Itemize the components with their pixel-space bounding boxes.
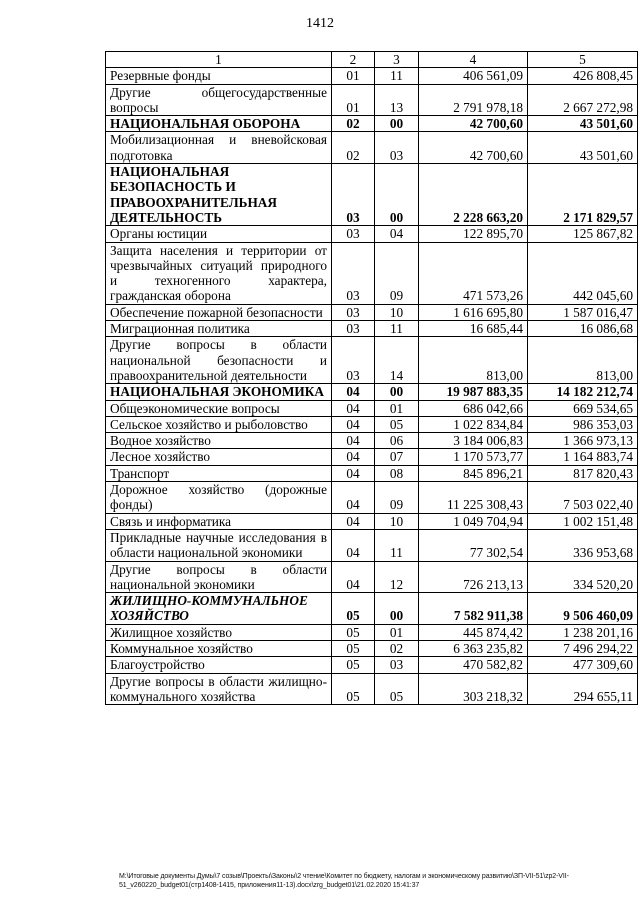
row-amount-col4: 19 987 883,35 (419, 384, 528, 400)
table-row (106, 242, 638, 304)
row-amount-col5: 669 534,65 (528, 400, 638, 416)
table-row (106, 384, 638, 400)
row-section-code: 04 (332, 482, 375, 514)
row-section-code: 04 (332, 465, 375, 481)
row-section-code: 05 (332, 673, 375, 705)
row-amount-col5: 477 309,60 (528, 657, 638, 673)
row-amount-col5: 1 164 883,74 (528, 449, 638, 465)
row-subsection-code: 03 (375, 657, 419, 673)
table-row (106, 164, 638, 226)
table-header-row (106, 52, 638, 68)
row-section-code: 05 (332, 624, 375, 640)
row-amount-col4: 406 561,09 (419, 68, 528, 84)
column-header-3: 3 (375, 52, 419, 68)
row-subsection-code: 02 (375, 640, 419, 656)
row-name: Связь и информатика (106, 513, 332, 529)
row-section-code: 03 (332, 304, 375, 320)
table-row (106, 226, 638, 242)
row-subsection-code: 01 (375, 624, 419, 640)
row-subsection-code: 06 (375, 433, 419, 449)
table-row (106, 132, 638, 164)
row-subsection-code: 13 (375, 84, 419, 116)
row-amount-col5: 14 182 212,74 (528, 384, 638, 400)
row-amount-col4: 122 895,70 (419, 226, 528, 242)
row-section-code: 04 (332, 561, 375, 593)
row-amount-col5: 2 171 829,57 (528, 164, 638, 226)
row-section-code: 05 (332, 640, 375, 656)
row-subsection-code: 05 (375, 416, 419, 432)
table-row (106, 116, 638, 132)
row-amount-col4: 3 184 006,83 (419, 433, 528, 449)
row-section-code: 02 (332, 132, 375, 164)
row-subsection-code: 00 (375, 164, 419, 226)
row-name: Благоустройство (106, 657, 332, 673)
table-row (106, 561, 638, 593)
column-header-1: 1 (106, 52, 332, 68)
row-subsection-code: 14 (375, 337, 419, 384)
row-section-code: 04 (332, 416, 375, 432)
row-section-code: 01 (332, 84, 375, 116)
row-section-code: 03 (332, 242, 375, 304)
row-amount-col5: 125 867,82 (528, 226, 638, 242)
row-amount-col4: 1 170 573,77 (419, 449, 528, 465)
row-amount-col5: 7 503 022,40 (528, 482, 638, 514)
row-amount-col5: 813,00 (528, 337, 638, 384)
row-section-code: 04 (332, 449, 375, 465)
file-path-footer: M:\Итоговые документы Думы\7 созыв\Проекты\Законы\2 чтение\Комитет по бюджету, налогам и экономическому развитию\ЗП-VII-51\zp2-VII-51_v260220_budget01(стр1408-1415, приложения11-13).docx\zrg_budget01\21.02.2020 15:41:37 (119, 873, 569, 889)
row-subsection-code: 05 (375, 673, 419, 705)
row-subsection-code: 01 (375, 400, 419, 416)
table-row (106, 640, 638, 656)
row-section-code: 05 (332, 657, 375, 673)
row-name: Сельское хозяйство и рыболовство (106, 416, 332, 432)
row-name: НАЦИОНАЛЬНАЯ ОБОРОНА (106, 116, 332, 132)
row-amount-col5: 1 238 201,16 (528, 624, 638, 640)
table-row (106, 304, 638, 320)
row-subsection-code: 00 (375, 116, 419, 132)
row-subsection-code: 04 (375, 226, 419, 242)
table-row (106, 529, 638, 561)
row-amount-col5: 43 501,60 (528, 116, 638, 132)
row-name: НАЦИОНАЛЬНАЯ БЕЗОПАСНОСТЬ И ПРАВООХРАНИТЕЛЬНАЯ ДЕЯТЕЛЬНОСТЬ (106, 164, 332, 226)
row-subsection-code: 00 (375, 384, 419, 400)
table-row (106, 624, 638, 640)
row-name: НАЦИОНАЛЬНАЯ ЭКОНОМИКА (106, 384, 332, 400)
table-row (106, 482, 638, 514)
row-subsection-code: 11 (375, 529, 419, 561)
row-amount-col4: 7 582 911,38 (419, 593, 528, 625)
row-name: Общеэкономические вопросы (106, 400, 332, 416)
row-amount-col4: 11 225 308,43 (419, 482, 528, 514)
row-amount-col5: 1 587 016,47 (528, 304, 638, 320)
row-amount-col5: 7 496 294,22 (528, 640, 638, 656)
row-section-code: 04 (332, 513, 375, 529)
row-section-code: 04 (332, 433, 375, 449)
row-subsection-code: 09 (375, 482, 419, 514)
row-name: Водное хозяйство (106, 433, 332, 449)
row-amount-col4: 470 582,82 (419, 657, 528, 673)
row-section-code: 02 (332, 116, 375, 132)
row-amount-col4: 42 700,60 (419, 132, 528, 164)
row-amount-col5: 336 953,68 (528, 529, 638, 561)
table-row (106, 68, 638, 84)
row-name: Органы юстиции (106, 226, 332, 242)
table-row (106, 321, 638, 337)
column-header-5: 5 (528, 52, 638, 68)
table-row (106, 416, 638, 432)
row-subsection-code: 00 (375, 593, 419, 625)
row-name: Мобилизационная и вневойсковая подготовка (106, 132, 332, 164)
row-amount-col4: 813,00 (419, 337, 528, 384)
row-name: Жилищное хозяйство (106, 624, 332, 640)
row-amount-col4: 845 896,21 (419, 465, 528, 481)
row-amount-col5: 294 655,11 (528, 673, 638, 705)
row-amount-col4: 6 363 235,82 (419, 640, 528, 656)
row-name: Другие вопросы в области национальной экономики (106, 561, 332, 593)
row-subsection-code: 09 (375, 242, 419, 304)
page-number: 1412 (306, 16, 334, 31)
row-amount-col5: 16 086,68 (528, 321, 638, 337)
row-name: Лесное хозяйство (106, 449, 332, 465)
row-subsection-code: 10 (375, 513, 419, 529)
row-section-code: 03 (332, 164, 375, 226)
row-name: Миграционная политика (106, 321, 332, 337)
row-name: ЖИЛИЩНО-КОММУНАЛЬНОЕ ХОЗЯЙСТВО (106, 593, 332, 625)
row-amount-col4: 2 791 978,18 (419, 84, 528, 116)
row-amount-col4: 303 218,32 (419, 673, 528, 705)
row-name: Коммунальное хозяйство (106, 640, 332, 656)
row-amount-col5: 442 045,60 (528, 242, 638, 304)
row-name: Защита населения и территории от чрезвычайных ситуаций природного и техногенного характера, гражданская оборона (106, 242, 332, 304)
row-amount-col5: 1 002 151,48 (528, 513, 638, 529)
row-section-code: 01 (332, 68, 375, 84)
row-amount-col5: 986 353,03 (528, 416, 638, 432)
row-name: Другие общегосударственные вопросы (106, 84, 332, 116)
row-amount-col4: 77 302,54 (419, 529, 528, 561)
row-subsection-code: 11 (375, 68, 419, 84)
row-amount-col4: 16 685,44 (419, 321, 528, 337)
row-name: Дорожное хозяйство (дорожные фонды) (106, 482, 332, 514)
table-row (106, 337, 638, 384)
row-amount-col4: 726 213,13 (419, 561, 528, 593)
row-amount-col5: 426 808,45 (528, 68, 638, 84)
row-section-code: 04 (332, 529, 375, 561)
row-amount-col5: 2 667 272,98 (528, 84, 638, 116)
table-row (106, 433, 638, 449)
row-section-code: 05 (332, 593, 375, 625)
table-row (106, 593, 638, 625)
row-subsection-code: 10 (375, 304, 419, 320)
row-amount-col5: 9 506 460,09 (528, 593, 638, 625)
row-subsection-code: 07 (375, 449, 419, 465)
row-name: Транспорт (106, 465, 332, 481)
row-section-code: 04 (332, 384, 375, 400)
row-amount-col4: 2 228 663,20 (419, 164, 528, 226)
column-header-4: 4 (419, 52, 528, 68)
table-row (106, 400, 638, 416)
row-name: Другие вопросы в области жилищно-коммунального хозяйства (106, 673, 332, 705)
row-amount-col4: 1 049 704,94 (419, 513, 528, 529)
row-subsection-code: 12 (375, 561, 419, 593)
row-amount-col5: 817 820,43 (528, 465, 638, 481)
table-row (106, 465, 638, 481)
column-header-2: 2 (332, 52, 375, 68)
table-row (106, 673, 638, 705)
row-name: Обеспечение пожарной безопасности (106, 304, 332, 320)
row-amount-col4: 1 616 695,80 (419, 304, 528, 320)
row-section-code: 04 (332, 400, 375, 416)
table-row (106, 657, 638, 673)
table-row (106, 84, 638, 116)
row-subsection-code: 08 (375, 465, 419, 481)
row-section-code: 03 (332, 226, 375, 242)
row-section-code: 03 (332, 321, 375, 337)
row-subsection-code: 11 (375, 321, 419, 337)
row-name: Резервные фонды (106, 68, 332, 84)
row-amount-col4: 445 874,42 (419, 624, 528, 640)
row-amount-col5: 43 501,60 (528, 132, 638, 164)
row-amount-col5: 334 520,20 (528, 561, 638, 593)
row-amount-col5: 1 366 973,13 (528, 433, 638, 449)
budget-table (105, 51, 638, 705)
row-amount-col4: 1 022 834,84 (419, 416, 528, 432)
row-subsection-code: 03 (375, 132, 419, 164)
row-amount-col4: 42 700,60 (419, 116, 528, 132)
row-section-code: 03 (332, 337, 375, 384)
table-row (106, 513, 638, 529)
row-name: Другие вопросы в области национальной безопасности и правоохранительной деятельности (106, 337, 332, 384)
table-row (106, 449, 638, 465)
row-amount-col4: 686 042,66 (419, 400, 528, 416)
row-name: Прикладные научные исследования в области национальной экономики (106, 529, 332, 561)
row-amount-col4: 471 573,26 (419, 242, 528, 304)
